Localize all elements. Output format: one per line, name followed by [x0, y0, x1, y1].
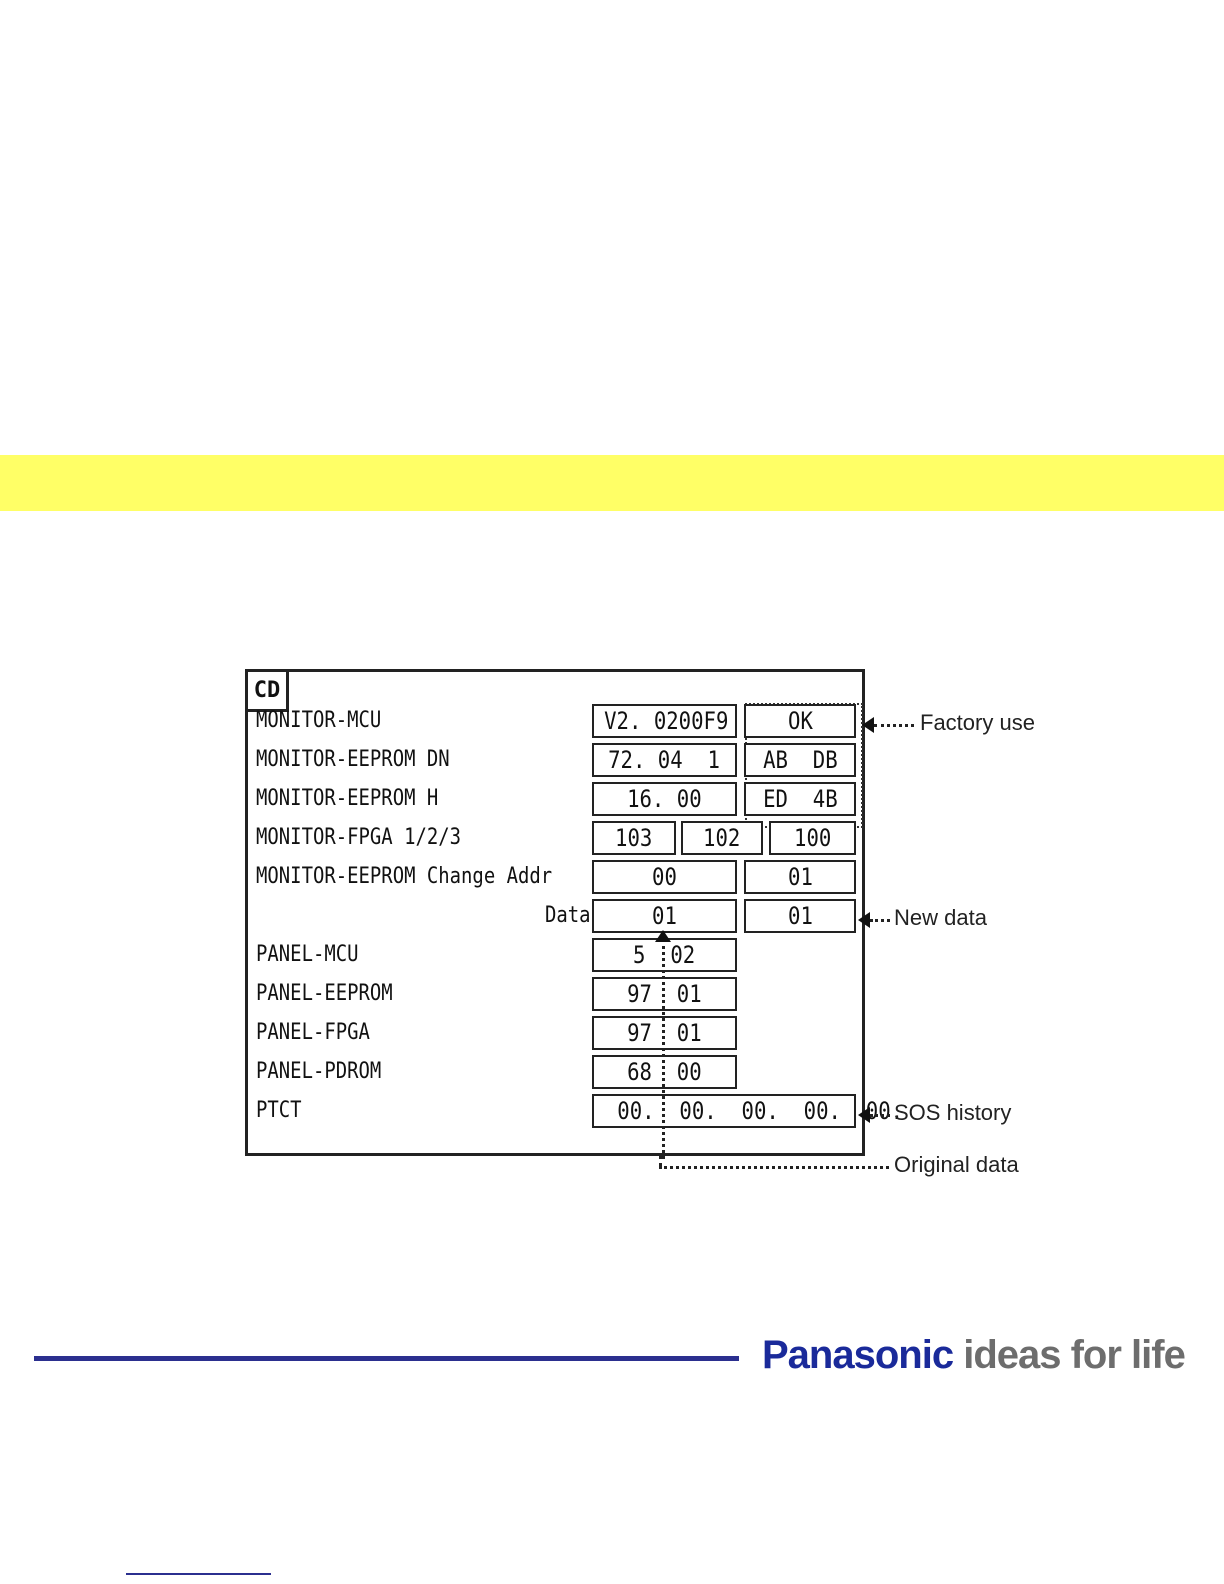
factory-use-arrowhead	[862, 717, 874, 733]
value-cell: 100	[769, 821, 856, 855]
original-data-connector	[662, 939, 665, 1159]
value-cell: ED 4B	[744, 782, 856, 816]
row-label-monitor-fpga: MONITOR-FPGA 1/2/3	[256, 825, 462, 850]
panel-title: CD	[248, 672, 289, 712]
row-label-panel-pdrom: PANEL-PDROM	[256, 1059, 382, 1084]
row-label-eeprom-change-addr: MONITOR-EEPROM Change Addr	[256, 864, 553, 889]
callout-factory-use: Factory use	[920, 710, 1035, 735]
original-data-leader	[659, 1166, 889, 1169]
brand-logo	[762, 1333, 1185, 1378]
row-label-ptct: PTCT	[256, 1098, 302, 1123]
brand-name: Panasonic	[762, 1333, 954, 1377]
callout-new-data: New data	[894, 905, 987, 930]
factory-use-leader	[874, 724, 914, 727]
row-label-panel-mcu: PANEL-MCU	[256, 942, 359, 967]
value-cell: 01	[744, 860, 856, 894]
value-cell: OK	[744, 704, 856, 738]
row-label-panel-fpga: PANEL-FPGA	[256, 1020, 370, 1045]
bottom-link-underline	[126, 1573, 271, 1575]
sos-history-leader	[870, 1114, 890, 1117]
new-data-leader	[870, 919, 890, 922]
sos-history-arrowhead	[858, 1107, 870, 1123]
row-label-data: Data	[545, 903, 591, 928]
value-cell: 01	[744, 899, 856, 933]
value-cell: 00	[592, 860, 737, 894]
footer-rule	[34, 1356, 739, 1361]
cd-panel	[245, 669, 904, 1156]
value-cell: 68 00	[592, 1055, 737, 1089]
value-cell: 102	[681, 821, 763, 855]
brand-tagline: ideas for life	[963, 1333, 1185, 1377]
value-cell: V2. 0200F9	[592, 704, 737, 738]
row-label-monitor-eeprom-dn: MONITOR-EEPROM DN	[256, 747, 450, 772]
value-cell: AB DB	[744, 743, 856, 777]
new-data-arrowhead	[858, 912, 870, 928]
value-cell: 97 01	[592, 977, 737, 1011]
original-data-arrowhead	[655, 930, 671, 942]
value-cell: 72. 04 1	[592, 743, 737, 777]
value-cell: 16. 00	[592, 782, 737, 816]
yellow-band	[0, 455, 1224, 511]
value-cell: 103	[592, 821, 676, 855]
callout-original-data: Original data	[894, 1152, 1019, 1177]
value-cell: 01	[592, 899, 737, 933]
row-label-panel-eeprom: PANEL-EEPROM	[256, 981, 393, 1006]
value-cell: 00. 00. 00. 00. 00.	[592, 1094, 856, 1128]
row-label-monitor-eeprom-h: MONITOR-EEPROM H	[256, 786, 439, 811]
value-cell: 5 02	[592, 938, 737, 972]
row-label-monitor-mcu: MONITOR-MCU	[256, 708, 382, 733]
callout-sos-history: SOS history	[894, 1100, 1012, 1125]
value-cell: 97 01	[592, 1016, 737, 1050]
original-data-connector-bottom	[659, 1156, 662, 1166]
